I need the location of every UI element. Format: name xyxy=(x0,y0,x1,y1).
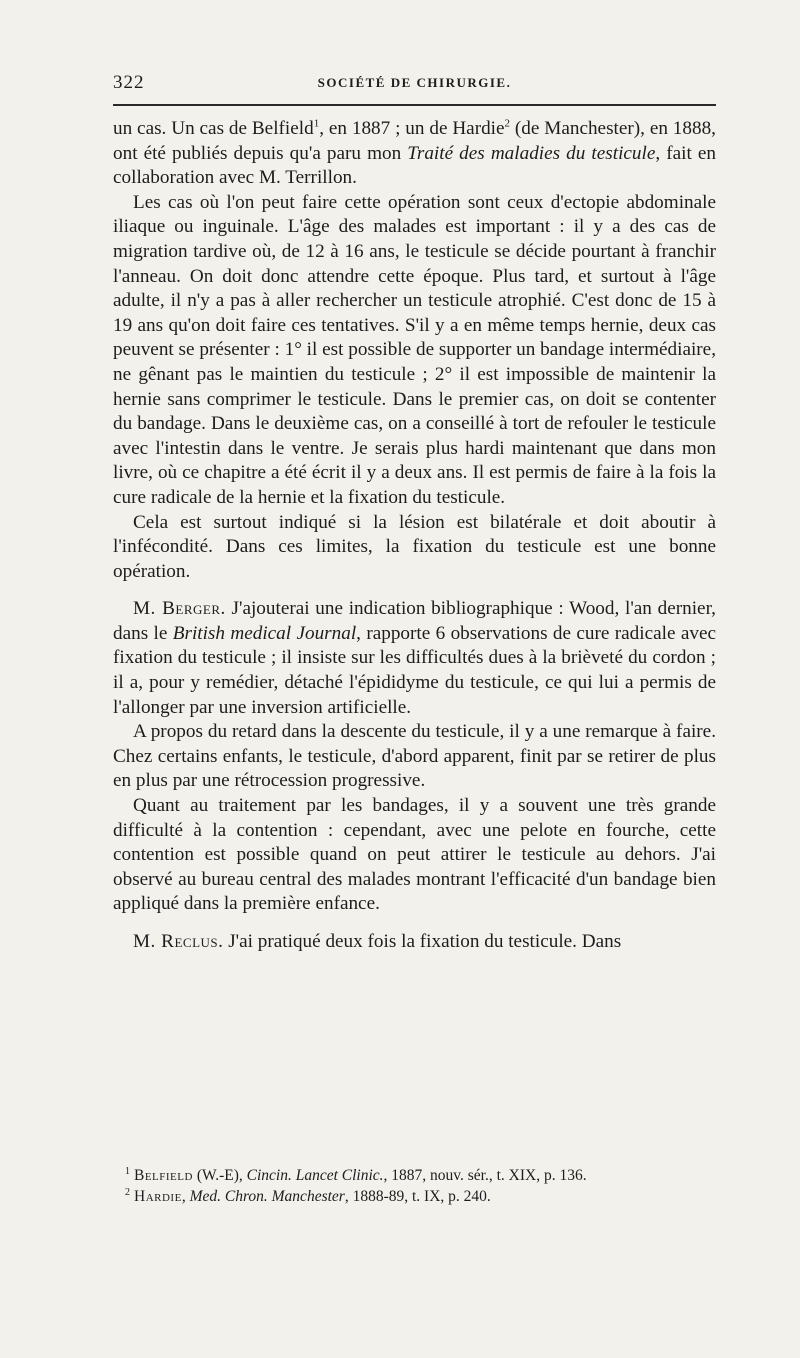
paragraph-1: un cas. Un cas de Belfield$^1$, en 1887 ; un de Hardie$^2$ (de Manchester), en 1888, ont été publiés depuis qu'a paru mon Traité des maladies du testicule, fait en collaboration avec M. Terrillon. xyxy=(113,117,716,189)
paragraph-6: Quant au traitement par les bandages, il y a souvent une très grande difficulté à la contention : cependant, avec une pelote en fourche, cette contention est possible quand on peut attirer le testicule au dehors. J'ai observé au bureau central des malades montrant l'efficacité d'un bandage bien appliqué dans la première enfance. xyxy=(113,795,716,915)
footnote-author: Belfield xyxy=(134,1167,193,1184)
header-rule xyxy=(113,104,716,106)
footnote-source: Med. Chron. Manchester xyxy=(189,1188,345,1205)
speaker-name: M. Reclus. xyxy=(133,931,224,952)
paragraph-reclus: M. Reclus. J'ai pratiqué deux fois la fixation du testicule. Dans xyxy=(133,931,622,952)
running-title: SOCIÉTÉ DE CHIRURGIE. xyxy=(317,75,512,90)
footnote-2: $^2$ Hardie, Med. Chron. Manchester, 1888-89, t. IX, p. 240. xyxy=(125,1186,491,1205)
footnote-author: Hardie xyxy=(134,1188,182,1205)
footnote-ref-2: 2 xyxy=(504,117,511,130)
footnote-1: $^1$ Belfield (W.-E), Cincin. Lancet Clinic., 1887, nouv. sér., t. XIX, p. 136. xyxy=(125,1165,587,1184)
paragraph-berger: M. Berger. J'ajouterai une indication bibliographique : Wood, l'an dernier, dans le British medical Journal, rapporte 6 observations de cure radicale avec fixation du testicule ; il insiste sur les difficultés dues à la brièveté du cordon ; il a, pour y remédier, détaché l'épididyme du testicule, ce qui lui a permis de l'allonger par une inversion artificielle. xyxy=(113,598,716,718)
paragraph-3: Cela est surtout indiqué si la lésion est bilatérale et doit aboutir à l'infécondité. Dans ces limites, la fixation du testicule est une bonne opération. xyxy=(113,511,716,582)
journal-title: British medical Journal xyxy=(172,622,357,644)
book-title: Traité des maladies du testicule xyxy=(407,142,656,164)
footnote-source: Cincin. Lancet Clinic. xyxy=(246,1167,384,1184)
footnote-ref-1: 1 xyxy=(313,117,320,130)
page-header xyxy=(113,72,716,100)
paragraph-5: A propos du retard dans la descente du testicule, il y a une remarque à faire. Chez certains enfants, le testicule, d'abord apparent, finit par se retirer de plus en plus par une rétrocession progressive. xyxy=(113,721,716,792)
paragraph-2: Les cas où l'on peut faire cette opération sont ceux d'ectopie abdominale iliaque ou inguinale. L'âge des malades est important : il y a des cas de migration tardive où, de 12 à 16 ans, le testicule se décide pourtant à franchir l'anneau. On doit donc attendre cette époque. Plus tard, et surtout à l'âge adulte, il n'y a pas à aller rechercher un testicule atrophié. C'est donc de 15 à 19 ans qu'on doit faire ces tentatives. S'il y a en même temps hernie, deux cas peuvent se présenter : 1° il est possible de supporter un bandage intermédiaire, ne gênant pas le maintien du testicule ; 2° il est impossible de maintenir la hernie sans comprimer le testicule. Dans le premier cas, on doit se contenter du bandage. Dans le deuxième cas, on a conseillé à tort de refouler le testicule avec l'intestin dans le ventre. Je serais plus hardi maintenant que dans mon livre, où ce chapitre a été écrit il y a deux ans. Il est permis de faire à la fois la cure radicale de la hernie et la fixation du testicule. xyxy=(113,191,716,508)
speaker-name: M. Berger. xyxy=(133,598,226,620)
footnotes xyxy=(113,1165,716,1207)
body-text xyxy=(113,117,716,955)
page-number: 322 xyxy=(113,72,145,93)
